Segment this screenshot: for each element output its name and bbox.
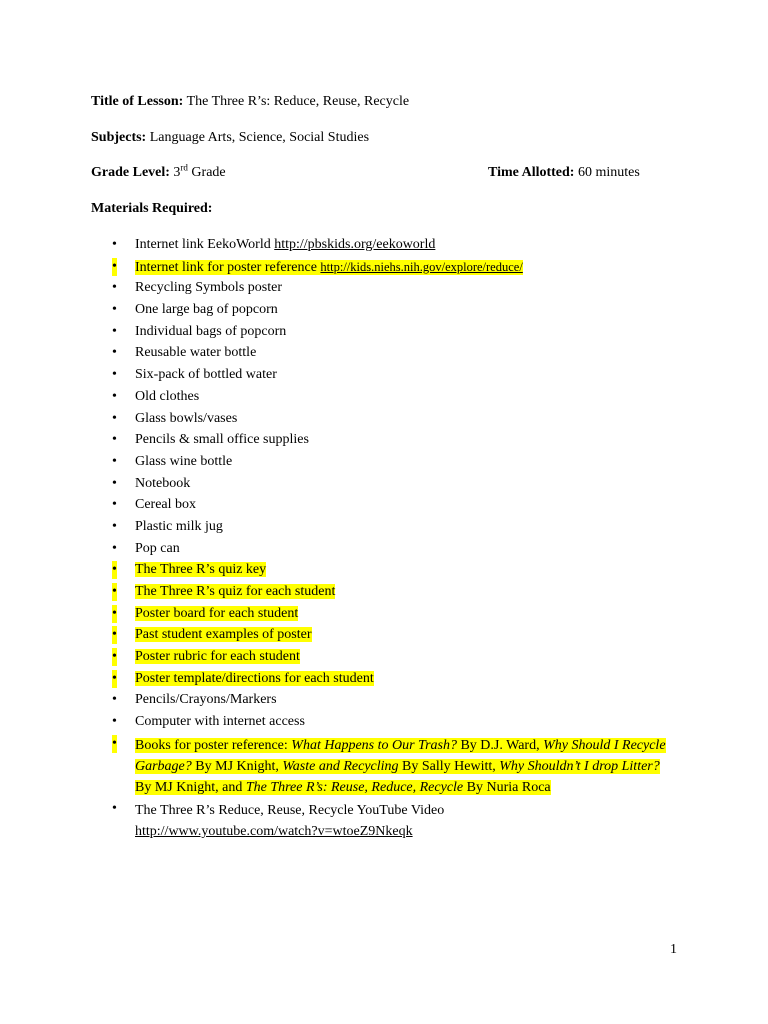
- list-item: • Past student examples of poster: [112, 627, 312, 643]
- list-item: • Glass wine bottle: [112, 453, 233, 469]
- list-item: • Internet link for poster reference http://kids.niehs.nih.gov/explore/reduce/: [112, 258, 523, 275]
- bullet-icon: •: [112, 584, 117, 599]
- lesson-title-line: [91, 93, 409, 111]
- list-item: • Plastic milk jug: [112, 518, 223, 534]
- list-item: • Old clothes: [112, 388, 200, 404]
- book-title: Waste and Recycling: [282, 758, 399, 774]
- grade-word: Grade: [191, 165, 226, 180]
- subjects-line: [91, 129, 369, 147]
- list-item: • The Three R’s quiz key: [112, 562, 267, 578]
- grade-level-label: Grade Level:: [91, 165, 170, 180]
- list-item: • Pop can: [112, 540, 180, 556]
- bullet-icon: •: [112, 518, 117, 534]
- list-item: • Pencils/Crayons/Markers: [112, 692, 277, 708]
- book-title: The Three R’s: Reuse, Reduce, Recycle: [245, 779, 464, 795]
- books-list-item: • Books for poster reference: What Happens to Our Trash? By D.J. Ward, Why Should I Recycle Garbage? By MJ Knight, Waste and Recycling By Sally Hewitt, Why Shouldn’t I drop Litter? By MJ Knight, and The Three R’s: Reuse, Reduce, Recycle By Nuria Roca: [112, 735, 666, 795]
- book-title: What Happens to Our Trash?: [291, 737, 457, 753]
- bullet-icon: •: [112, 562, 117, 578]
- bullet-icon: •: [112, 410, 117, 426]
- video-list-item: • The Three R’s Reduce, Reuse, Recycle YouTube Video http://www.youtube.com/watch?v=wtoeZ9Nkeqk: [0, 800, 768, 842]
- bullet-icon: •: [112, 475, 117, 491]
- bullet-icon: •: [112, 345, 117, 361]
- eekoworld-link[interactable]: http://pbskids.org/eekoworld: [274, 237, 436, 252]
- page-number: 1: [670, 942, 677, 957]
- list-item: • Notebook: [112, 475, 191, 491]
- book-title: Why Should I Recycle Garbage?: [135, 737, 666, 774]
- bullet-icon: •: [112, 649, 117, 665]
- bullet-icon: •: [112, 237, 117, 252]
- list-item: • Cereal box: [112, 497, 197, 513]
- materials-list: [0, 236, 768, 844]
- list-item: • Internet link EekoWorld http://pbskids.org/eekoworld: [112, 237, 436, 252]
- subjects-value: Language Arts, Science, Social Studies: [149, 130, 370, 145]
- bullet-icon: •: [112, 692, 117, 708]
- bullet-icon: •: [112, 432, 117, 448]
- bullet-icon: •: [112, 258, 117, 274]
- lesson-title-value: The Three R’s: Reduce, Reuse, Recycle: [186, 94, 410, 109]
- list-item: • Six-pack of bottled water: [112, 367, 277, 383]
- bullet-icon: •: [112, 540, 117, 556]
- poster-reference-link[interactable]: http://kids.niehs.nih.gov/explore/reduce/: [320, 259, 523, 274]
- bullet-icon: •: [112, 453, 117, 469]
- list-item: • Poster template/directions for each student: [112, 670, 374, 686]
- list-item: • Pencils & small office supplies: [112, 432, 309, 448]
- list-item: • Recycling Symbols poster: [112, 280, 282, 296]
- materials-heading: [91, 200, 212, 218]
- grade-suffix: rd: [180, 162, 188, 173]
- bullet-icon: •: [112, 714, 117, 730]
- bullet-icon: •: [112, 367, 117, 383]
- list-item: • Glass bowls/vases: [112, 410, 238, 426]
- time-allotted-value: 60 minutes: [577, 165, 640, 180]
- list-item: • Poster rubric for each student: [112, 649, 300, 665]
- bullet-icon: •: [112, 302, 117, 318]
- materials-label: Materials Required:: [91, 201, 213, 216]
- list-item: • One large bag of popcorn: [112, 302, 278, 318]
- book-title: Why Shouldn’t I drop Litter?: [499, 758, 660, 774]
- grade-level-line: [91, 164, 226, 182]
- list-item: • Reusable water bottle: [112, 345, 257, 361]
- list-item: • Poster board for each student: [112, 605, 299, 621]
- bullet-icon: •: [112, 735, 117, 751]
- lesson-title-label: Title of Lesson:: [91, 94, 184, 109]
- bullet-icon: •: [112, 605, 117, 621]
- bullet-icon: •: [112, 497, 117, 513]
- bullet-icon: •: [112, 388, 117, 404]
- bullet-icon: •: [112, 670, 117, 686]
- bullet-icon: •: [112, 627, 117, 643]
- grade-number: 3: [173, 165, 181, 180]
- bullet-icon: •: [112, 280, 117, 296]
- subjects-label: Subjects:: [91, 130, 147, 145]
- list-item: • Computer with internet access: [112, 714, 305, 730]
- time-allotted-line: [488, 164, 640, 182]
- bullet-icon: •: [112, 323, 117, 339]
- list-item: • The Three R’s quiz for each student: [112, 584, 336, 599]
- youtube-video-link[interactable]: http://www.youtube.com/watch?v=wtoeZ9Nkeqk: [135, 823, 413, 839]
- list-item: • Individual bags of popcorn: [112, 323, 287, 339]
- bullet-icon: •: [112, 800, 117, 816]
- time-allotted-label: Time Allotted:: [488, 165, 575, 180]
